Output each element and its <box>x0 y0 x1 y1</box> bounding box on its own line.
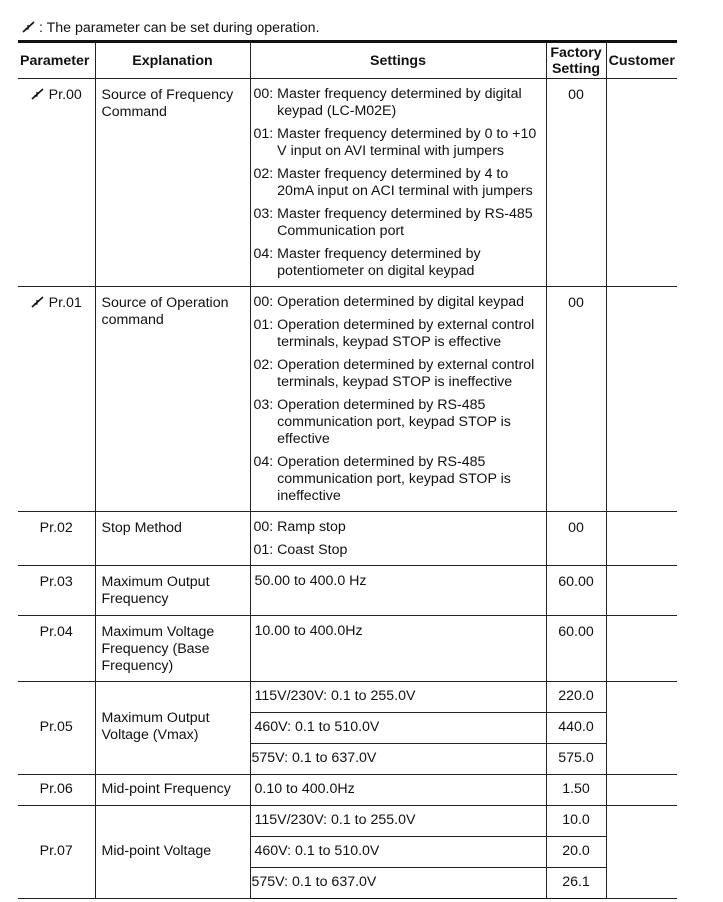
factory-setting-cell: 1.50 <box>546 775 606 806</box>
table-row-pr07 <box>18 806 677 837</box>
param-cell: Pr.06 <box>18 775 95 806</box>
option-code: 01: <box>253 317 278 333</box>
note-text: : The parameter can be set during operation. <box>39 20 320 36</box>
header-parameter: Parameter <box>18 42 95 79</box>
option-code: 04: <box>253 246 278 262</box>
param-cell: Pr.04 <box>18 616 95 682</box>
pencil-flag-icon <box>22 21 36 33</box>
setting-option <box>254 246 543 280</box>
option-text: Operation determined by external control terminals, keypad STOP is effective <box>277 317 535 350</box>
option-code: 04: <box>253 454 278 470</box>
customer-cell <box>606 287 677 512</box>
settings-cell: 115V/230V: 0.1 to 255.0V <box>250 682 546 713</box>
customer-cell <box>606 512 677 566</box>
header-factory-line1: Factory <box>550 44 602 61</box>
explanation-cell: Source of Operation command <box>95 287 250 512</box>
option-code: 02: <box>253 357 278 373</box>
option-text: Master frequency determined by digital keypad (LC-M02E) <box>277 86 522 119</box>
customer-cell <box>606 616 677 682</box>
param-cell: Pr.07 <box>18 806 95 899</box>
table-row-pr02 <box>18 512 677 566</box>
explanation-cell: Maximum Output Frequency <box>95 566 250 616</box>
setting-option <box>254 317 543 351</box>
customer-cell <box>606 682 677 775</box>
header-factory-setting <box>546 42 606 79</box>
option-text: Coast Stop <box>277 542 348 558</box>
settings-cell <box>250 79 546 287</box>
header-settings: Settings <box>250 42 546 79</box>
option-code: 02: <box>253 166 278 182</box>
option-code: 00: <box>253 519 278 535</box>
customer-cell <box>606 79 677 287</box>
pencil-flag-icon <box>31 296 45 308</box>
option-code: 01: <box>253 542 278 558</box>
parameter-table <box>18 40 677 899</box>
setting-option <box>254 294 543 311</box>
table-row-pr04 <box>18 616 677 682</box>
option-text: Master frequency determined by 4 to 20mA input on ACI terminal with jumpers <box>277 166 533 199</box>
factory-setting-cell: 10.0 <box>546 806 606 837</box>
factory-setting-cell: 575.0 <box>546 744 606 775</box>
customer-cell <box>606 775 677 806</box>
option-code: 00: <box>253 294 278 310</box>
explanation-cell: Mid-point Frequency <box>95 775 250 806</box>
option-code: 03: <box>253 397 278 413</box>
option-text: Operation determined by RS-485 communication port, keypad STOP is effective <box>277 397 511 447</box>
option-code: 03: <box>253 206 278 222</box>
explanation-cell: Source of Frequency Command <box>95 79 250 287</box>
operation-note <box>22 20 320 37</box>
param-cell: Pr.03 <box>18 566 95 616</box>
table-row-pr01 <box>18 287 677 512</box>
settings-cell: 575V: 0.1 to 637.0V <box>250 868 546 899</box>
customer-cell <box>606 806 677 899</box>
factory-setting-cell: 00 <box>546 512 606 566</box>
setting-option <box>254 454 543 505</box>
settings-cell: 460V: 0.1 to 510.0V <box>250 837 546 868</box>
param-id: Pr.01 <box>48 295 82 311</box>
option-text: Master frequency determined by potentiometer on digital keypad <box>277 246 481 279</box>
param-cell: Pr.02 <box>18 512 95 566</box>
settings-cell <box>250 512 546 566</box>
param-id: Pr.00 <box>48 87 82 103</box>
explanation-cell: Stop Method <box>95 512 250 566</box>
factory-setting-cell: 60.00 <box>546 616 606 682</box>
option-code: 01: <box>253 126 278 142</box>
setting-option <box>254 126 543 160</box>
header-factory-line2: Setting <box>551 60 601 77</box>
option-code: 00: <box>253 86 278 102</box>
factory-setting-cell: 440.0 <box>546 713 606 744</box>
explanation-cell: Mid-point Voltage <box>95 806 250 899</box>
param-cell <box>18 287 95 512</box>
table-row-pr03 <box>18 566 677 616</box>
factory-setting-cell: 00 <box>546 79 606 287</box>
pencil-flag-icon <box>31 88 45 100</box>
param-cell: Pr.05 <box>18 682 95 775</box>
option-text: Master frequency determined by 0 to +10 V input on AVI terminal with jumpers <box>277 126 537 159</box>
table-row-pr00 <box>18 79 677 287</box>
option-text: Operation determined by digital keypad <box>277 294 525 310</box>
customer-cell <box>606 566 677 616</box>
settings-cell: 0.10 to 400.0Hz <box>250 775 546 806</box>
setting-option <box>254 206 543 240</box>
setting-option <box>254 542 543 559</box>
settings-cell: 460V: 0.1 to 510.0V <box>250 713 546 744</box>
option-text: Ramp stop <box>277 519 346 535</box>
settings-cell <box>250 287 546 512</box>
settings-cell: 575V: 0.1 to 637.0V <box>250 744 546 775</box>
param-cell <box>18 79 95 287</box>
option-text: Operation determined by external control terminals, keypad STOP is ineffective <box>277 357 535 390</box>
setting-option <box>254 86 543 120</box>
explanation-cell: Maximum Output Voltage (Vmax) <box>95 682 250 775</box>
table-row-pr06 <box>18 775 677 806</box>
option-text: Operation determined by RS-485 communication port, keypad STOP is ineffective <box>277 454 511 504</box>
factory-setting-cell: 60.00 <box>546 566 606 616</box>
factory-setting-cell: 26.1 <box>546 868 606 899</box>
option-text: Master frequency determined by RS-485 Communication port <box>277 206 533 239</box>
table-row-pr05 <box>18 682 677 713</box>
settings-cell: 50.00 to 400.0 Hz <box>250 566 546 616</box>
settings-cell: 10.00 to 400.0Hz <box>250 616 546 682</box>
setting-option <box>254 519 543 536</box>
header-explanation: Explanation <box>95 42 250 79</box>
header-customer: Customer <box>606 42 677 79</box>
setting-option <box>254 357 543 391</box>
setting-option <box>254 166 543 200</box>
factory-setting-cell: 20.0 <box>546 837 606 868</box>
setting-option <box>254 397 543 448</box>
factory-setting-cell: 00 <box>546 287 606 512</box>
factory-setting-cell: 220.0 <box>546 682 606 713</box>
header-row <box>18 42 677 79</box>
explanation-cell: Maximum Voltage Frequency (Base Frequency) <box>95 616 250 682</box>
settings-cell: 115V/230V: 0.1 to 255.0V <box>250 806 546 837</box>
